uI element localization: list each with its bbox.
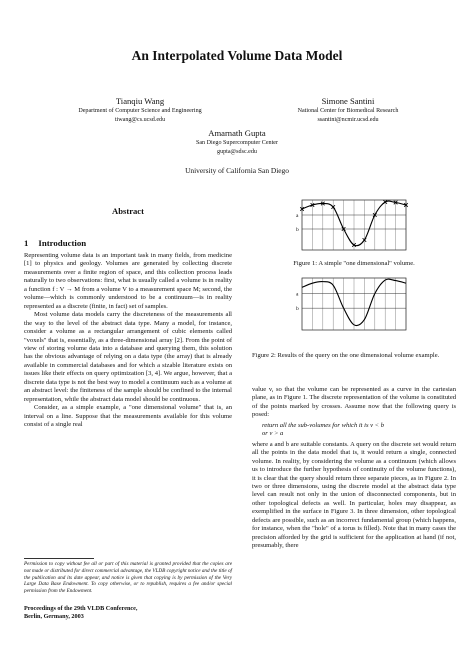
- university: University of California San Diego: [185, 166, 289, 175]
- figure-1-caption: Figure 1: A simple "one dimensional" volume.: [293, 260, 415, 267]
- reference-label-a: a: [296, 291, 299, 298]
- reference-label-b: b: [296, 305, 299, 312]
- author-name: Amarnath Gupta: [208, 128, 266, 138]
- body-paragraph: Consider, as a simple example, a "one dimensional volume" that is, an interval on a line. Suppose that the measurements available for this volume consist of a single real: [24, 404, 232, 429]
- body-paragraph: where a and b are suitable constants. A query on the discrete set would return all the points in the data model that is, it would return a single, connected volume. In reality, by considering the volume as a continuum (which allows us to introduce the further hypothesis of continuity of the volume functions), it is clear that the query should return three separate pieces, as in Figure 2. In two or three dimensions, using the discrete model at the abstract data type level can result not only in the union of disconnected components, but in other topological defects as well. In particular, holes may disappear, as exemplified in the surface in Figure 3. In three dimension, other topological defects are possible, such as an incorrect fundamental group (which happens, for instance, when the "hole" of a torus is filled). Note that in many cases the precision afforded by the grid is sufficient for the application at hand (if not, presumably, there: [252, 440, 456, 550]
- query-block: [262, 422, 456, 439]
- proceedings-line: Berlin, Germany, 2003: [24, 613, 84, 620]
- right-column: [252, 386, 456, 551]
- author-block-gupta: [137, 128, 337, 157]
- query-line: or v > a: [262, 430, 284, 438]
- section-heading: [24, 238, 86, 248]
- body-paragraph: Representing volume data is an important task in many fields, from medicine [1] to physics and geology. Volumes are generated by collecting discrete measurements over a finite region of space, and this collection process leads naturally to two observations: first, what is usually called a volume is in reality a function f : V → M from a volume V to a measurement space M; second, the volume—which is commonly understood to be a continuum—is in reality represented as a discrete (finite, in fact) set of samples.: [24, 252, 232, 310]
- author-affiliation: San Diego Supercomputer Center: [195, 140, 279, 146]
- author-email: gupta@sdsc.edu: [217, 149, 257, 155]
- body-paragraph: Most volume data models carry the discreteness of the measurements all the way to the level of the abstract data type. Many a model, for instance, consider a volume as a rectangular arrangement of cubic elements called "voxels" that is, essentially, as a three-dimensional array [2]. From the point of view of storing volume data into a database and querying them, this solution has the obvious advantage of relying on a data type (the array) that is already available in commercial databases and for which a sizable literature exists on issues like their effects on query optimization [3, 4]. We argue, however, that a discrete data type is not the best way to model a continuum such as a volume at an abstract level: the finiteness of the sample should be confined to the internal representation, while the abstract data model should be continuous.: [24, 311, 232, 403]
- author-affiliation: National Center for Biomedical Research: [297, 108, 399, 114]
- abstract-heading: Abstract: [112, 206, 144, 216]
- copyright-footnote: Permission to copy without fee all or part of this material is granted provided that the copies are not made or distributed for direct commercial advantage, the VLDB copyright notice and the title of the publication and its date appear, and notice is given that copying is by permission of the Very Large Data Base Endowment. To copy otherwise, or to republish, requires a fee and/or special permission from the Endowment.: [24, 561, 232, 595]
- reference-label-a: a: [296, 212, 299, 219]
- reference-label-b: b: [296, 226, 299, 233]
- query-line: return all the sub-volumes for which it is v < b: [262, 421, 385, 429]
- author-email: tiwang@cs.ucsd.edu: [114, 117, 166, 123]
- author-email: ssantini@ncmir.ucsd.edu: [317, 117, 379, 123]
- author-affiliation: Department of Computer Science and Engineering: [78, 108, 202, 114]
- footnote-rule: [24, 558, 94, 559]
- proceedings-line: Proceedings of the 29th VLDB Conference,: [24, 605, 138, 612]
- section-title: Introduction: [38, 238, 87, 248]
- author-block-wang: [40, 96, 240, 125]
- figure-2-caption: Figure 2: Results of the query on the one dimensional volume example.: [252, 352, 440, 359]
- section-number: 1: [24, 238, 29, 248]
- figure-2-plot: [290, 274, 410, 334]
- author-block-santini: [248, 96, 448, 125]
- left-column: [24, 252, 232, 430]
- paper-title: An Interpolated Volume Data Model: [131, 48, 343, 63]
- proceedings-note: [24, 605, 232, 621]
- author-name: Simone Santini: [321, 96, 375, 106]
- body-paragraph: value v, so that the volume can be represented as a curve in the cartesian plane, as in Figure 1. The discrete representation of the volume is constituted of the points marked by crosses. Assume now that the following query is posed:: [252, 386, 456, 419]
- author-name: Tianqiu Wang: [115, 96, 165, 106]
- figure-1-plot: [290, 196, 410, 254]
